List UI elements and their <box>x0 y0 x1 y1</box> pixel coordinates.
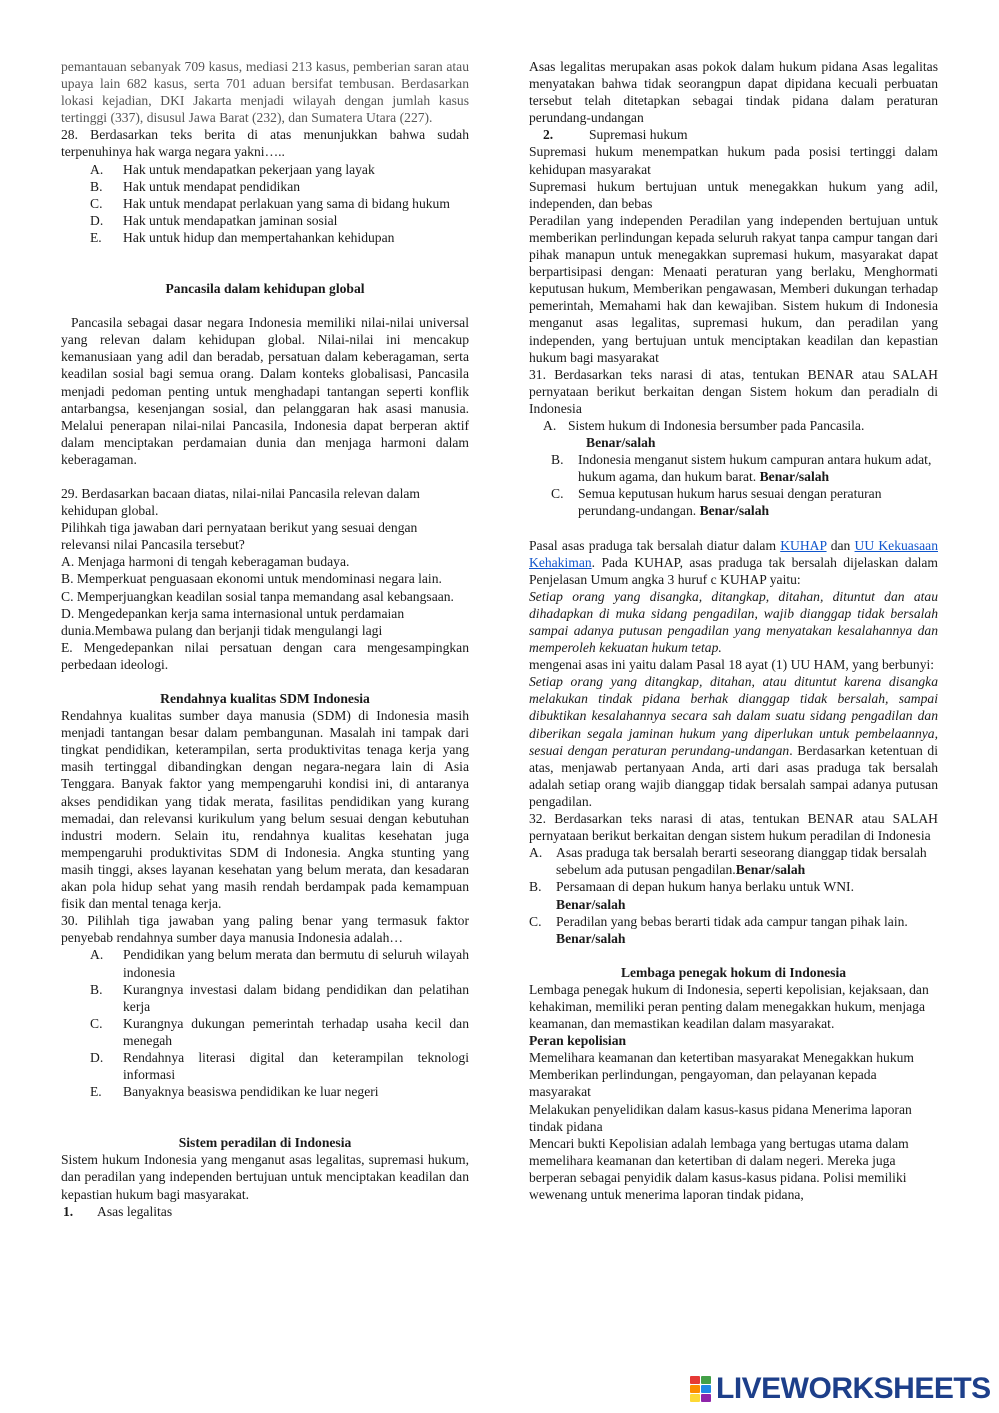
kepolisian-line-2: Memberikan perlindungan, pengayoman, dan pelayanan kepada masyarakat <box>529 1067 877 1100</box>
benar-salah-toggle[interactable]: Benar/salah <box>699 503 770 519</box>
heading-peradilan: Sistem peradilan di Indonesia <box>178 1135 352 1151</box>
logo-square <box>701 1376 711 1384</box>
spacer <box>61 468 469 485</box>
liveworksheets-logo[interactable] <box>690 1372 991 1406</box>
q28-option-d[interactable]: D. Hak untuk mendapatkan jaminan sosial <box>90 212 338 228</box>
list-item-asas-legalitas: 1. Asas legalitas <box>63 1203 173 1219</box>
paragraph-supremasi-2: Supremasi hukum bertujuan untuk menegakkan hukum yang adil, independen, dan bebas <box>529 178 938 211</box>
question-30: 30. Pilihlah tiga jawaban yang paling benar yang termasuk faktor penyebab rendahnya sumber daya manusia Indonesia adalah… <box>61 913 469 946</box>
list-item-supremasi: 2. Supremasi hukum <box>543 127 688 143</box>
benar-salah-toggle[interactable]: Benar/salah <box>556 930 626 946</box>
intro-paragraph: pemantauan sebanyak 709 kasus, mediasi 213 kasus, pemberian saran atau upaya lain 682 kasus, serta 701 aduan bersifat tembusan. Berdasarkan lokasi kejadian, DKI Jakarta menjadi wilayah dengan jumlah kasus tertinggi (337), disusul Jawa Barat (232), dan Sumatera Utara (227). <box>61 59 469 126</box>
link-uu-kekuasaan-kehakiman[interactable]: UU Kekuasaan Kehakiman <box>529 537 938 570</box>
q31-option-a[interactable]: A. Sistem hukum di Indonesia bersumber pada Pancasila. Benar/salah <box>543 417 865 451</box>
benar-salah-toggle[interactable]: Benar/salah <box>556 896 626 912</box>
spacer <box>61 297 469 314</box>
paragraph-peradilan: Sistem hukum Indonesia yang menganut asas legalitas, supremasi hukum, dan peradilan yang independen bertujuan untuk menciptakan keadilan dan kepastian hukum bagi masyarakat. <box>61 1152 469 1202</box>
q32-option-b[interactable]: B. Persamaan di depan hukum hanya berlaku untuk WNI. Benar/salah <box>529 879 854 912</box>
link-kuhap[interactable]: KUHAP <box>780 537 827 553</box>
heading-pancasila-global: Pancasila dalam kehidupan global <box>165 281 365 297</box>
question-28-options <box>61 161 469 246</box>
logo-square <box>690 1376 700 1384</box>
heading-lembaga: Lembaga penegak hokum di Indonesia <box>620 964 847 980</box>
q29-option-b[interactable]: B. Memperkuat penguasaan ekonomi untuk mendominasi negara lain. <box>61 571 442 587</box>
question-28: 28. Berdasarkan teks berita di atas menunjukkan bahwa sudah terpenuhinya hak warga negara yakni….. <box>61 127 469 160</box>
question-29: 29. Berdasarkan bacaan diatas, nilai-nilai Pancasila relevan dalam kehidupan global. <box>61 485 420 519</box>
paragraph-lembaga: Lembaga penegak hukum di Indonesia, seperti kepolisian, kejaksaan, dan kehakiman, memiliki peran penting dalam menegakkan hukum, menjaga keamanan, dan memastikan keadilan dalam masyarakat. <box>529 981 929 1032</box>
spacer <box>61 246 469 280</box>
quote-uu-ham: Setiap orang yang ditangkap, ditahan, atau dituntut karena disangka melakukan tindak pidana berhak dianggap tidak bersalah, sampai dibuktikan kesalahannya secara sah dalam suatu sidang pengadilan dan diberikan segala jaminan hukum yang diperlukan untuk pembelaannya, sesuai dengan peraturan perundang-undangan. Berdasarkan ketentuan di atas, menjawab pertanyaan Anda, arti dari asas praduga tak bersalah adalah setiap orang wajib dianggap tidak bersalah sampai adanya putusan pengadilan. <box>529 674 938 809</box>
paragraph-pancasila-global: Pancasila sebagai dasar negara Indonesia memiliki nilai-nilai universal yang relevan dalam kehidupan global. Nilai-nilai ini mencakup kemanusiaan yang adil dan beradab, persatuan dalam keberagaman, serta keadilan sosial bagi semua orang. Dalam konteks globalisasi, Pancasila menjadi pedoman penting untuk menghadapi tantangan seperti konflik antarbangsa, kesenjangan sosial, dan pelanggaran hak asasi manusia. Melalui penerapan nilai-nilai Pancasila, Indonesia dapat berperan aktif dalam menciptakan perdamaian dunia dan menjaga harmoni dalam keberagaman. <box>61 315 469 467</box>
paragraph-peradilan-independen: Peradilan yang independen Peradilan yang independen bertujuan untuk memberikan perlindungan kepada seluruh rakyat tanpa campur tangan dari pihak manapun untuk menegakkan supremasi hukum, masyarakat dapat berpartisipasi dengan: Menaati peraturan yang berlaku, Menghormati keputusan hukum, Memberikan pengawasan, Memberi dukungan terhadap pemerintah, Memahami hak dan kewajiban. Sistem hukum di Indonesia menganut asas legalitas, supremasi hukum, dan peradilan yang independen, yang bertujuan untuk menciptakan keadilan dan kepastian hukum bagi masyarakat <box>529 212 938 365</box>
kepolisian-line-4: Mencari bukti Kepolisian adalah lembaga yang bertugas utama dalam memelihara keamanan dan ketertiban di dalam negeri. Mereka juga berperan sebagai penyidik dalam kasus-kasus pidana. Polisi memiliki wewenang untuk menerima laporan tindak pidana, <box>529 1135 909 1202</box>
q31-option-b[interactable]: B. Indonesia menganut sistem hukum campuran antara hukum adat, hukum agama, dan hukum barat. Benar/salah <box>551 452 932 485</box>
benar-salah-toggle[interactable]: Benar/salah <box>759 469 830 485</box>
right-column <box>529 58 938 1203</box>
paragraph-praduga: Pasal asas praduga tak bersalah diatur dalam KUHAP dan UU Kekuasaan Kehakiman. Pada KUHAP, asas praduga tak bersalah dijelaskan dalam Penjelasan Umum angka 3 huruf c KUHAP yaitu: <box>529 537 938 587</box>
paragraph-uu-ham: mengenai asas ini yaitu dalam Pasal 18 ayat (1) UU HAM, yang berbunyi: <box>529 657 935 673</box>
q30-option-d[interactable]: D. Rendahnya literasi digital dan keterampilan teknologi informasi <box>90 1049 469 1083</box>
q28-option-a[interactable]: A. Hak untuk mendapatkan pekerjaan yang layak <box>90 161 375 177</box>
q29-option-a[interactable]: A. Menjaga harmoni di tengah keberagaman budaya. <box>61 554 350 570</box>
spacer <box>61 1100 469 1134</box>
q29-option-c[interactable]: C. Memperjuangkan keadilan sosial tanpa memandang asal kebangsaan. <box>61 588 454 604</box>
q30-option-e[interactable]: E. Banyaknya beasiswa pendidikan ke luar negeri <box>90 1084 379 1100</box>
logo-grid-icon <box>690 1376 712 1402</box>
q30-option-a[interactable]: A. Pendidikan yang belum merata dan bermutu di seluruh wilayah indonesia <box>90 947 469 980</box>
logo-square <box>701 1394 711 1402</box>
q29-option-e[interactable]: E. Mengedepankan nilai persatuan dengan cara mengesampingkan perbedaan ideologi. <box>61 639 469 672</box>
question-32: 32. Berdasarkan teks narasi di atas, tentukan BENAR atau SALAH pernyataan berikut berkaitan dengan sistem hukum peradilan di Indonesia <box>529 811 938 844</box>
q29-option-d[interactable]: D. Mengedepankan kerja sama internasional untuk perdamaian dunia.Membawa pulang dan berjanji tidak mengulangi lagi <box>61 605 405 638</box>
paragraph-asas-legalitas: Asas legalitas merupakan asas pokok dalam hukum pidana Asas legalitas menyatakan bahwa tidak seorangpun dapat dipidana kecuali perbuatan tersebut telah ditetapkan sebagai tindak pidana dalam peraturan perundang-undangan <box>529 59 938 126</box>
question-31: 31. Berdasarkan teks narasi di atas, tentukan BENAR atau SALAH pernyataan berikut berkaitan dengan Sistem hokum dan peradialn di Indonesia <box>529 366 938 416</box>
q30-option-b[interactable]: B. Kurangnya investasi dalam bidang pendidikan dan pelatihan kerja <box>90 981 469 1014</box>
quote-kuhap: Setiap orang yang disangka, ditangkap, ditahan, dituntut dan atau dihadapkan di muka sidang pengadilan, wajib dianggap tidak bersalah sampai adanya putusan pengadilan yang menyatakan kesalahannya dan memperoleh kekuatan hukum tetap. <box>529 588 938 656</box>
question-30-options <box>61 946 469 1100</box>
kepolisian-line-1: Memelihara keamanan dan ketertiban masyarakat Menegakkan hukum <box>529 1050 914 1066</box>
spacer <box>529 947 938 964</box>
subheading-peran-kepolisian: Peran kepolisian <box>529 1033 627 1049</box>
q28-option-c[interactable]: C. Hak untuk mendapat perlakuan yang sama di bidang hukum <box>90 195 450 211</box>
logo-square <box>701 1385 711 1393</box>
left-column <box>61 58 469 1220</box>
heading-sdm: Rendahnya kualitas SDM Indonesia <box>160 691 370 706</box>
benar-salah-toggle[interactable]: Benar/salah <box>586 435 656 451</box>
question-29-instruction: Pilihkah tiga jawaban dari pernyataan berikut yang sesuai dengan relevansi nilai Pancasila tersebut? <box>61 520 418 553</box>
spacer <box>61 673 469 690</box>
q31-option-c[interactable]: C. Semua keputusan hukum harus sesuai dengan peraturan perundang-undangan. Benar/salah <box>551 486 882 519</box>
kepolisian-line-3: Melakukan penyelidikan dalam kasus-kasus pidana Menerima laporan tindak pidana <box>529 1101 912 1134</box>
paragraph-supremasi-1: Supremasi hukum menempatkan hukum pada posisi tertinggi dalam kehidupan masyarakat <box>529 144 938 177</box>
paragraph-sdm: Rendahnya kualitas sumber daya manusia (SDM) di Indonesia masih menjadi tantangan besar dalam pembangunan. Masalah ini tampak dari tingkat pendidikan, keterampilan, serta produktivitas tenaga kerja yang masih tertinggal dibandingkan dengan negara-negara lain di Asia Tenggara. Banyak faktor yang mempengaruhi kondisi ini, di antaranya akses pendidikan yang tidak merata, fasilitas pendidikan yang kurang memadai, dan relevansi kurikulum yang belum sesuai dengan kebutuhan industri modern. Selain itu, rendahnya kualitas kesehatan juga mempengaruhi produktivitas SDM di Indonesia. Angka stunting yang masih tinggi, akses layanan kesehatan yang belum merata, dan kesadaran akan pola hidup sehat yang masih rendah berdampak pada kemampuan fisik dan mental tenaga kerja. <box>61 708 469 912</box>
logo-square <box>690 1394 700 1402</box>
q32-option-a[interactable]: A. Asas praduga tak bersalah berarti seseorang dianggap tidak bersalah sebelum ada putusan pengadilan.Benar/salah <box>529 845 927 878</box>
q32-option-c[interactable]: C. Peradilan yang bebas berarti tidak ada campur tangan pihak lain. Benar/salah <box>529 913 908 946</box>
q30-option-c[interactable]: C. Kurangnya dukungan pemerintah terhadap usaha kecil dan menegah <box>90 1015 469 1048</box>
liveworksheets-wordmark: LIVEWORKSHEETS <box>716 1372 991 1405</box>
q28-option-e[interactable]: E. Hak untuk hidup dan mempertahankan kehidupan <box>90 229 395 245</box>
benar-salah-toggle[interactable]: Benar/salah <box>735 862 806 878</box>
q28-option-b[interactable]: B. Hak untuk mendapat pendidikan <box>90 178 301 194</box>
logo-square <box>690 1385 700 1393</box>
spacer <box>529 520 938 537</box>
